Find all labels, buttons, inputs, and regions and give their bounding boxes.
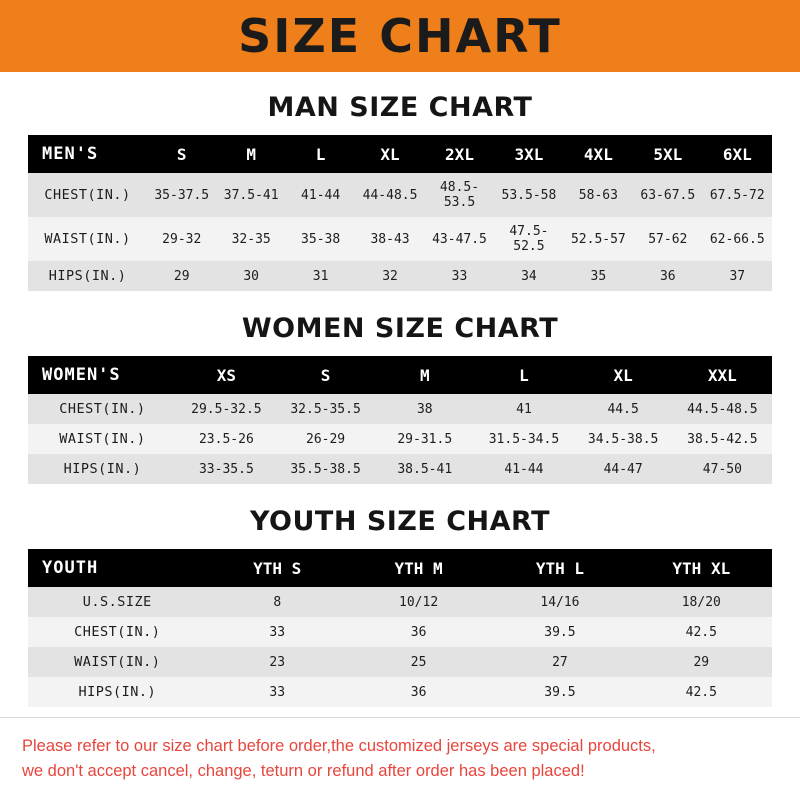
cell: 42.5: [631, 617, 772, 647]
cell: 23: [207, 647, 348, 677]
row-label-waist: WAIST(IN.): [28, 647, 207, 677]
cell: 47.5-52.5: [494, 217, 563, 261]
column-header-mens: MEN'S: [28, 135, 147, 173]
footer-note: [22, 734, 778, 784]
row-label-hips: HIPS(IN.): [28, 454, 177, 484]
cell: 41: [474, 394, 573, 424]
cell: 47-50: [673, 454, 772, 484]
cell: 48.5-53.5: [425, 173, 494, 217]
cell: 35: [564, 261, 633, 291]
cell: 57-62: [633, 217, 702, 261]
cell: 53.5-58: [494, 173, 563, 217]
row-label-chest: CHEST(IN.): [28, 394, 177, 424]
cell: 67.5-72: [703, 173, 772, 217]
cell: 38: [375, 394, 474, 424]
column-header-m: M: [375, 356, 474, 394]
cell: 31: [286, 261, 355, 291]
column-header-3xl: 3XL: [494, 135, 563, 173]
women-size-table: [28, 356, 772, 484]
table-row: [28, 217, 772, 261]
cell: 33: [207, 617, 348, 647]
cell: 39.5: [489, 617, 630, 647]
cell: 8: [207, 587, 348, 617]
cell: 29: [631, 647, 772, 677]
column-header-l: L: [474, 356, 573, 394]
cell: 52.5-57: [564, 217, 633, 261]
column-header-yth-xl: YTH XL: [631, 549, 772, 587]
table-row: [28, 173, 772, 217]
table-header-row: [28, 549, 772, 587]
cell: 37.5-41: [216, 173, 285, 217]
table-header-row: [28, 135, 772, 173]
cell: 38.5-42.5: [673, 424, 772, 454]
table-row: [28, 261, 772, 291]
column-header-m: M: [216, 135, 285, 173]
page-banner: [0, 0, 800, 72]
youth-size-table: [28, 549, 772, 707]
column-header-xs: XS: [177, 356, 276, 394]
row-label-waist: WAIST(IN.): [28, 217, 147, 261]
youth-size-table-wrap: [28, 549, 772, 707]
table-row: [28, 394, 772, 424]
cell: 27: [489, 647, 630, 677]
column-header-s: S: [276, 356, 375, 394]
cell: 35.5-38.5: [276, 454, 375, 484]
column-header-xl: XL: [574, 356, 673, 394]
cell: 44-47: [574, 454, 673, 484]
table-row: [28, 617, 772, 647]
cell: 36: [633, 261, 702, 291]
cell: 44.5-48.5: [673, 394, 772, 424]
table-row: [28, 587, 772, 617]
cell: 36: [348, 677, 489, 707]
column-header-yth-m: YTH M: [348, 549, 489, 587]
column-header-yth-l: YTH L: [489, 549, 630, 587]
section-title-women: WOMEN SIZE CHART: [241, 313, 559, 344]
cell: 29-31.5: [375, 424, 474, 454]
table-head: [28, 135, 772, 173]
cell: 37: [703, 261, 772, 291]
cell: 38.5-41: [375, 454, 474, 484]
cell: 38-43: [355, 217, 424, 261]
row-label-us-size: U.S.SIZE: [28, 587, 207, 617]
row-label-hips: HIPS(IN.): [28, 261, 147, 291]
cell: 34: [494, 261, 563, 291]
cell: 39.5: [489, 677, 630, 707]
section-title-men: MAN SIZE CHART: [267, 92, 533, 123]
divider: [0, 717, 800, 718]
women-size-table-wrap: [28, 356, 772, 484]
table-body: [28, 173, 772, 291]
row-label-waist: WAIST(IN.): [28, 424, 177, 454]
cell: 18/20: [631, 587, 772, 617]
column-header-6xl: 6XL: [703, 135, 772, 173]
table-head: [28, 356, 772, 394]
cell: 10/12: [348, 587, 489, 617]
cell: 34.5-38.5: [574, 424, 673, 454]
cell: 35-37.5: [147, 173, 216, 217]
cell: 31.5-34.5: [474, 424, 573, 454]
men-size-table-wrap: [28, 135, 772, 291]
cell: 58-63: [564, 173, 633, 217]
table-row: [28, 677, 772, 707]
cell: 30: [216, 261, 285, 291]
cell: 25: [348, 647, 489, 677]
column-header-xxl: XXL: [673, 356, 772, 394]
cell: 23.5-26: [177, 424, 276, 454]
cell: 33: [207, 677, 348, 707]
cell: 33-35.5: [177, 454, 276, 484]
cell: 41-44: [474, 454, 573, 484]
cell: 32.5-35.5: [276, 394, 375, 424]
row-label-hips: HIPS(IN.): [28, 677, 207, 707]
table-body: [28, 394, 772, 484]
cell: 33: [425, 261, 494, 291]
cell: 29: [147, 261, 216, 291]
column-header-youth: YOUTH: [28, 549, 207, 587]
column-header-4xl: 4XL: [564, 135, 633, 173]
column-header-yth-s: YTH S: [207, 549, 348, 587]
cell: 36: [348, 617, 489, 647]
cell: 29-32: [147, 217, 216, 261]
footer-note-line-2: we don't accept cancel, change, teturn or refund after order has been placed!: [22, 761, 585, 780]
column-header-womens: WOMEN'S: [28, 356, 177, 394]
section-title-youth: YOUTH SIZE CHART: [249, 506, 551, 537]
cell: 32: [355, 261, 424, 291]
cell: 43-47.5: [425, 217, 494, 261]
table-row: [28, 454, 772, 484]
table-row: [28, 424, 772, 454]
cell: 32-35: [216, 217, 285, 261]
cell: 42.5: [631, 677, 772, 707]
row-label-chest: CHEST(IN.): [28, 617, 207, 647]
men-size-table: [28, 135, 772, 291]
cell: 44-48.5: [355, 173, 424, 217]
footer-note-line-1: Please refer to our size chart before order,the customized jerseys are special products,: [22, 737, 656, 755]
cell: 29.5-32.5: [177, 394, 276, 424]
cell: 26-29: [276, 424, 375, 454]
page-title: SIZE CHART: [238, 9, 562, 63]
column-header-5xl: 5XL: [633, 135, 702, 173]
column-header-2xl: 2XL: [425, 135, 494, 173]
cell: 44.5: [574, 394, 673, 424]
row-label-chest: CHEST(IN.): [28, 173, 147, 217]
table-row: [28, 647, 772, 677]
cell: 62-66.5: [703, 217, 772, 261]
column-header-xl: XL: [355, 135, 424, 173]
column-header-l: L: [286, 135, 355, 173]
table-body: [28, 587, 772, 707]
cell: 63-67.5: [633, 173, 702, 217]
cell: 41-44: [286, 173, 355, 217]
cell: 14/16: [489, 587, 630, 617]
cell: 35-38: [286, 217, 355, 261]
table-head: [28, 549, 772, 587]
column-header-s: S: [147, 135, 216, 173]
table-header-row: [28, 356, 772, 394]
